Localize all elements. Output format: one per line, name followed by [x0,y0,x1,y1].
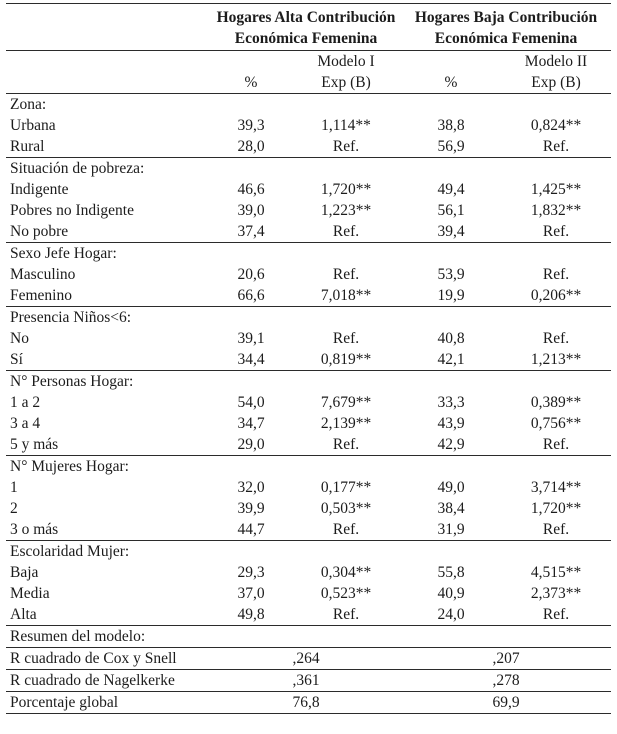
exp-alta-cell: 0,503** [320,499,372,517]
pct-alta-cell: 39,0 [237,201,265,219]
summary-row [6,692,611,714]
row-label: Rural [10,137,45,155]
summary-value-m2: 69,9 [401,692,611,714]
row-label: Urbana [10,116,56,134]
pct-alta-cell: 46,6 [237,180,265,198]
exp-alta-cell: 7,679** [320,393,372,411]
pct-baja-cell: 42,9 [437,435,465,453]
section-label: Sexo Jefe Hogar: [6,243,611,265]
row-label: Alta [10,605,37,623]
exp-alta-cell: 1,114** [321,116,371,134]
section-row [6,626,611,648]
table-row [6,115,611,136]
row-label: Sí [10,350,23,368]
pct-alta-cell: 29,0 [237,435,265,453]
table-row [6,413,611,434]
row-label: Media [10,584,50,602]
exp-baja-cell: Ref. [542,520,570,538]
pct-baja-cell: 56,1 [437,201,465,219]
table-row [6,221,611,243]
pct-baja-header: % [444,73,458,91]
model-2-header: Modelo II [501,51,611,73]
exp-baja-cell: 2,373** [530,584,582,602]
pct-alta-cell: 39,3 [237,116,265,134]
exp-alta-cell: Ref. [332,329,360,347]
pct-alta-cell: 39,9 [237,499,265,517]
row-label: No pobre [10,222,69,240]
table-row [6,349,611,371]
exp-baja-cell: 4,515** [530,563,582,581]
pct-alta-cell: 39,1 [237,329,265,347]
pct-baja-cell: 56,9 [437,137,465,155]
pct-alta-cell: 34,7 [237,414,265,432]
group-header-alta-line2: Económica Femenina [234,30,378,47]
empty-cell [6,51,211,73]
summary-row [6,648,611,670]
pct-baja-cell: 38,4 [437,499,465,517]
row-label: 1 [10,478,18,496]
section-label: Presencia Niños<6: [6,307,611,329]
exp-alta-cell: Ref. [332,605,360,623]
exp-baja-cell: 3,714** [530,478,582,496]
exp-alta-cell: Ref. [332,520,360,538]
exp-baja-cell: 0,756** [530,414,582,432]
empty-corner-cell [6,4,211,51]
pct-alta-cell: 37,4 [237,222,265,240]
group-header-baja-line1: Hogares Baja Contribución [414,9,598,26]
exp-baja-cell: 0,824** [530,116,582,134]
pct-baja-cell: 19,9 [437,286,465,304]
group-header-baja [401,4,611,51]
exp-baja-cell: Ref. [542,222,570,240]
table-row [6,604,611,626]
table-row [6,562,611,583]
table-row [6,264,611,285]
exp-alta-cell: 0,523** [320,584,372,602]
exp-alta-cell: 0,819** [320,350,372,368]
pct-alta-header: % [244,73,258,91]
summary-value-m2: ,207 [401,648,611,670]
empty-cell [211,51,291,73]
exp-alta-cell: Ref. [332,265,360,283]
row-label: 5 y más [10,435,59,453]
row-label: 3 o más [10,520,59,538]
summary-label: Porcentaje global [6,692,211,714]
regression-table [6,3,611,714]
pct-baja-cell: 55,8 [437,563,465,581]
section-label: N° Personas Hogar: [6,371,611,393]
summary-row [6,670,611,692]
exp-alta-cell: 1,720** [320,180,372,198]
section-row [6,307,611,329]
pct-alta-cell: 32,0 [237,478,265,496]
exp-alta-cell: Ref. [332,435,360,453]
row-label: Indigente [10,180,69,198]
column-header-row [6,72,611,94]
pct-baja-cell: 24,0 [437,605,465,623]
row-label: Femenino [10,286,72,304]
table-row [6,200,611,221]
model-1-header: Modelo I [291,51,401,73]
section-label: Zona: [6,94,611,116]
exp-alta-cell: Ref. [332,222,360,240]
exp-baja-cell: Ref. [542,265,570,283]
exp-alta-header: Exp (B) [321,73,371,91]
exp-alta-cell: 1,223** [320,201,372,219]
table-row [6,328,611,349]
model-header-row [6,51,611,73]
exp-baja-header: Exp (B) [531,73,581,91]
exp-baja-cell: Ref. [542,329,570,347]
pct-baja-cell: 49,4 [437,180,465,198]
exp-alta-cell: 0,304** [320,563,372,581]
section-label: Situación de pobreza: [6,158,611,180]
summary-label: R cuadrado de Nagelkerke [6,670,211,692]
row-label: Masculino [10,265,76,283]
section-row [6,456,611,478]
empty-cell [6,72,211,94]
pct-baja-cell: 42,1 [437,350,465,368]
exp-alta-cell: 2,139** [320,414,372,432]
summary-label: R cuadrado de Cox y Snell [6,648,211,670]
group-header-alta [211,4,401,51]
exp-baja-cell: Ref. [542,605,570,623]
section-row [6,243,611,265]
exp-alta-cell: 7,018** [320,286,372,304]
row-label: Baja [10,563,39,581]
pct-baja-cell: 31,9 [437,520,465,538]
pct-baja-cell: 38,8 [437,116,465,134]
pct-baja-cell: 43,9 [437,414,465,432]
summary-value-m2: ,278 [401,670,611,692]
pct-alta-cell: 34,4 [237,350,265,368]
pct-baja-cell: 33,3 [437,393,465,411]
pct-alta-cell: 49,8 [237,605,265,623]
pct-alta-cell: 66,6 [237,286,265,304]
pct-alta-cell: 37,0 [237,584,265,602]
table-row [6,136,611,158]
section-label: Resumen del modelo: [6,626,611,648]
pct-baja-cell: 53,9 [437,265,465,283]
pct-baja-cell: 40,9 [437,584,465,602]
exp-alta-cell: 0,177** [320,478,372,496]
section-row [6,158,611,180]
summary-value-m1: 76,8 [211,692,401,714]
exp-baja-cell: 1,425** [530,180,582,198]
row-label: 1 a 2 [10,393,41,411]
pct-alta-cell: 54,0 [237,393,265,411]
row-label: Pobres no Indigente [10,201,134,219]
row-label: 2 [10,499,18,517]
pct-baja-cell: 40,8 [437,329,465,347]
section-row [6,371,611,393]
exp-alta-cell: Ref. [332,137,360,155]
exp-baja-cell: Ref. [542,137,570,155]
table-row [6,498,611,519]
exp-baja-cell: 0,389** [530,393,582,411]
summary-value-m1: ,264 [211,648,401,670]
table-row [6,434,611,456]
pct-alta-cell: 20,6 [237,265,265,283]
group-header-alta-line1: Hogares Alta Contribución [216,9,396,26]
exp-baja-cell: 1,832** [530,201,582,219]
table-row [6,392,611,413]
exp-baja-cell: 1,213** [530,350,582,368]
section-row [6,94,611,116]
row-label: No [10,329,29,347]
section-row [6,541,611,563]
exp-baja-cell: Ref. [542,435,570,453]
table-row [6,179,611,200]
group-header-row [6,4,611,51]
exp-baja-cell: 1,720** [530,499,582,517]
table-row [6,583,611,604]
table-row [6,519,611,541]
table-row [6,285,611,307]
pct-alta-cell: 29,3 [237,563,265,581]
exp-baja-cell: 0,206** [530,286,582,304]
summary-value-m1: ,361 [211,670,401,692]
table-row [6,477,611,498]
section-label: N° Mujeres Hogar: [6,456,611,478]
pct-baja-cell: 39,4 [437,222,465,240]
pct-baja-cell: 49,0 [437,478,465,496]
pct-alta-cell: 28,0 [237,137,265,155]
pct-alta-cell: 44,7 [237,520,265,538]
row-label: 3 a 4 [10,414,41,432]
section-label: Escolaridad Mujer: [6,541,611,563]
empty-cell [401,51,501,73]
group-header-baja-line2: Económica Femenina [434,30,578,47]
